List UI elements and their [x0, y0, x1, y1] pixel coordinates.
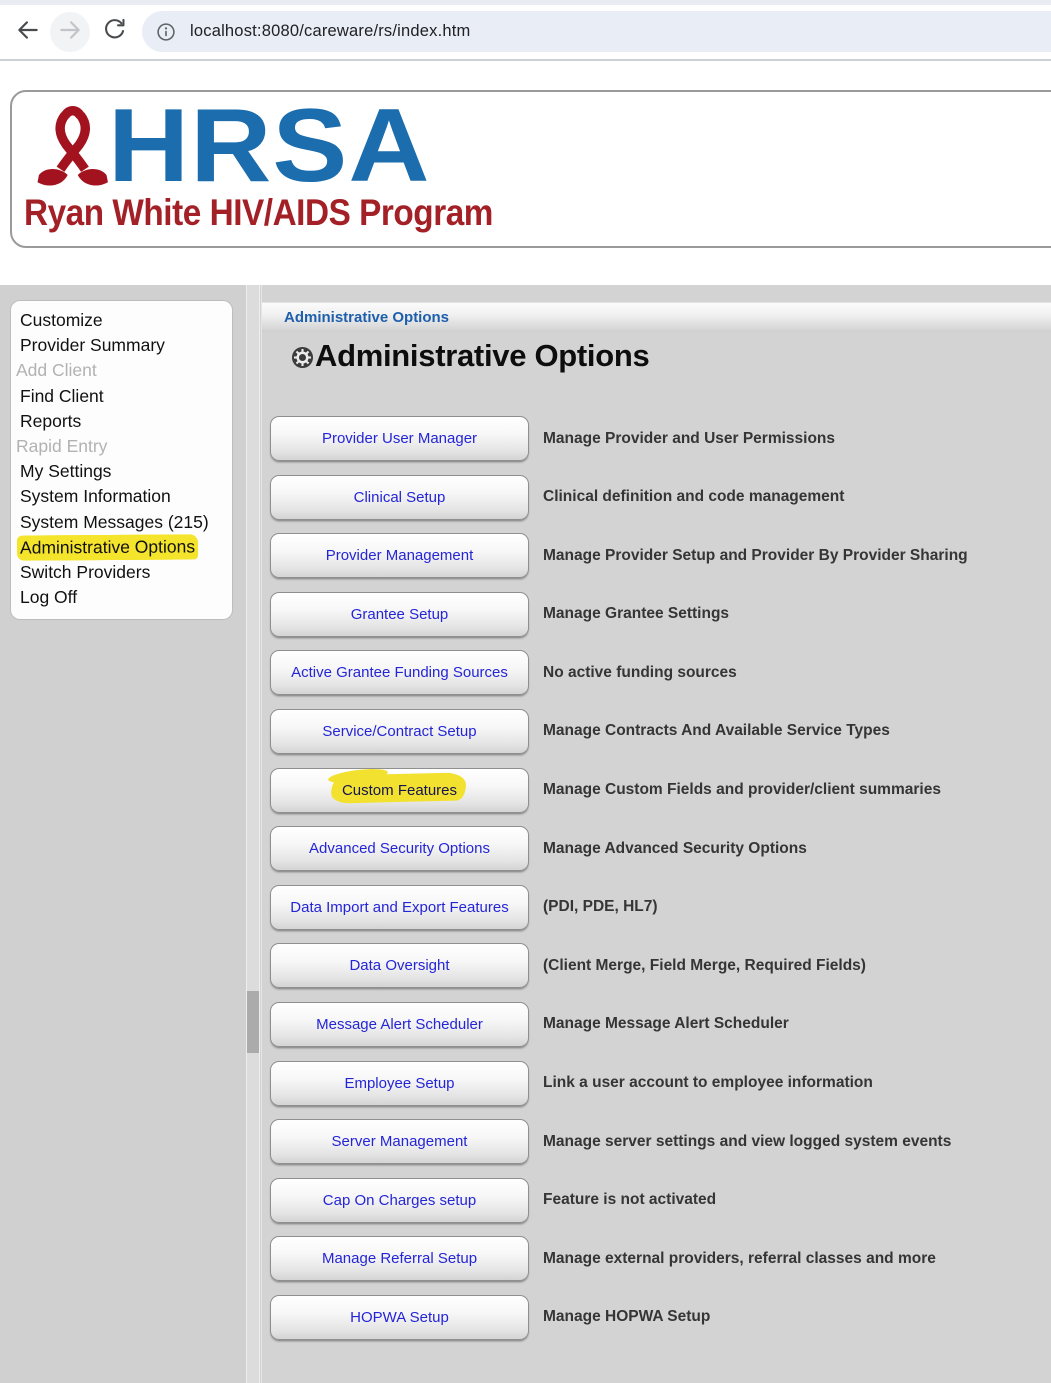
sidebar-item-switch-providers[interactable]: Switch Providers: [20, 562, 151, 583]
option-description: Manage Message Alert Scheduler: [543, 1015, 789, 1033]
service-contract-setup-button[interactable]: Service/Contract Setup: [270, 709, 529, 754]
hrsa-logo-banner: [10, 90, 1051, 248]
sidebar-item-system-messages[interactable]: System Messages (215): [20, 511, 209, 532]
option-description: Manage Grantee Settings: [543, 605, 730, 623]
option-description: Manage Contracts And Available Service Types: [543, 722, 890, 740]
option-description: Manage Advanced Security Options: [543, 839, 807, 857]
server-management-button[interactable]: Server Management: [270, 1119, 529, 1164]
url-text[interactable]: localhost:8080/careware/rs/index.htm: [190, 22, 471, 40]
option-row: [270, 650, 968, 695]
option-row: [270, 826, 968, 871]
main-menu: [10, 300, 233, 620]
address-bar[interactable]: [142, 11, 1051, 52]
cap-on-charges-setup-button[interactable]: Cap On Charges setup: [270, 1178, 529, 1223]
workspace-panel: [0, 285, 1051, 1383]
sidebar-item-log-off[interactable]: Log Off: [20, 587, 78, 608]
aids-ribbon-hands-icon: [36, 106, 108, 203]
sidebar-item-customize[interactable]: Customize: [20, 310, 103, 330]
advanced-security-options-button[interactable]: Advanced Security Options: [270, 826, 529, 871]
option-row: [270, 1295, 968, 1340]
scrollbar-thumb[interactable]: [247, 991, 259, 1053]
data-import-export-button[interactable]: Data Import and Export Features: [270, 885, 529, 930]
forward-button: [50, 12, 90, 52]
option-row: [270, 1236, 968, 1281]
option-row: [270, 592, 968, 637]
sidebar-item-find-client[interactable]: Find Client: [20, 385, 104, 406]
sidebar-item-add-client: Add Client: [16, 360, 97, 381]
page-title-row: [291, 338, 649, 374]
option-description: (Client Merge, Field Merge, Required Fields): [543, 956, 866, 974]
option-description: Link a user account to employee information: [543, 1074, 873, 1092]
reload-button[interactable]: [94, 12, 134, 52]
sidebar-item-reports[interactable]: Reports: [20, 410, 82, 431]
option-row: [270, 533, 968, 578]
employee-setup-button[interactable]: Employee Setup: [270, 1061, 529, 1106]
breadcrumb-bar: [262, 302, 1051, 332]
sidebar-item-administrative-options[interactable]: Administrative Options: [11, 535, 232, 560]
custom-features-button[interactable]: Custom Features: [270, 768, 529, 813]
active-grantee-funding-sources-button[interactable]: Active Grantee Funding Sources: [270, 650, 529, 695]
option-description: Clinical definition and code management: [543, 488, 845, 506]
browser-tab-strip: [0, 0, 1051, 5]
back-icon: [15, 17, 41, 48]
option-row: [270, 1119, 968, 1164]
option-description: Manage Custom Fields and provider/client summaries: [543, 781, 941, 799]
ryan-white-tagline: Ryan White HIV/AIDS Program: [24, 192, 493, 233]
provider-management-button[interactable]: Provider Management: [270, 533, 529, 578]
option-description: Manage HOPWA Setup: [543, 1308, 711, 1326]
data-oversight-button[interactable]: Data Oversight: [270, 943, 529, 988]
option-row: [270, 885, 968, 930]
option-description: Manage Provider and User Permissions: [543, 429, 836, 447]
provider-user-manager-button[interactable]: Provider User Manager: [270, 416, 529, 461]
sidebar-item-system-information[interactable]: System Information: [20, 486, 171, 507]
sidebar-item-provider-summary[interactable]: Provider Summary: [20, 335, 165, 356]
sidebar-item-rapid-entry: Rapid Entry: [16, 436, 108, 457]
sidebar-item-my-settings[interactable]: My Settings: [20, 461, 112, 482]
admin-options-content: [261, 285, 1051, 1383]
option-row: [270, 709, 968, 754]
option-row: [270, 943, 968, 988]
option-row: [270, 768, 968, 813]
option-description: No active funding sources: [543, 663, 737, 681]
breadcrumb[interactable]: Administrative Options: [284, 309, 450, 326]
option-description: Feature is not activated: [543, 1191, 717, 1209]
message-alert-scheduler-button[interactable]: Message Alert Scheduler: [270, 1002, 529, 1047]
manage-referral-setup-button[interactable]: Manage Referral Setup: [270, 1236, 529, 1281]
site-info-icon[interactable]: [155, 21, 177, 43]
reload-icon: [102, 17, 127, 47]
option-row: [270, 1178, 968, 1223]
option-description: (PDI, PDE, HL7): [543, 898, 658, 916]
option-row: [270, 416, 968, 461]
hopwa-setup-button[interactable]: HOPWA Setup: [270, 1295, 529, 1340]
browser-toolbar: [0, 0, 1051, 61]
clinical-setup-button[interactable]: Clinical Setup: [270, 475, 529, 520]
hrsa-wordmark: HRSA: [108, 88, 431, 204]
gear-icon: [291, 346, 314, 369]
option-description: Manage Provider Setup and Provider By Provider Sharing: [543, 546, 968, 564]
forward-icon: [57, 17, 83, 48]
option-description: Manage server settings and view logged system events: [543, 1132, 952, 1150]
option-description: Manage external providers, referral classes and more: [543, 1249, 936, 1267]
option-row: [270, 1002, 968, 1047]
page-title: Administrative Options: [315, 338, 650, 373]
admin-options-list: [270, 416, 968, 1354]
sidebar-zone: [0, 285, 246, 1383]
back-button[interactable]: [8, 12, 48, 52]
vertical-scrollbar[interactable]: [246, 285, 260, 1383]
option-row: [270, 475, 968, 520]
grantee-setup-button[interactable]: Grantee Setup: [270, 592, 529, 637]
option-row: [270, 1061, 968, 1106]
